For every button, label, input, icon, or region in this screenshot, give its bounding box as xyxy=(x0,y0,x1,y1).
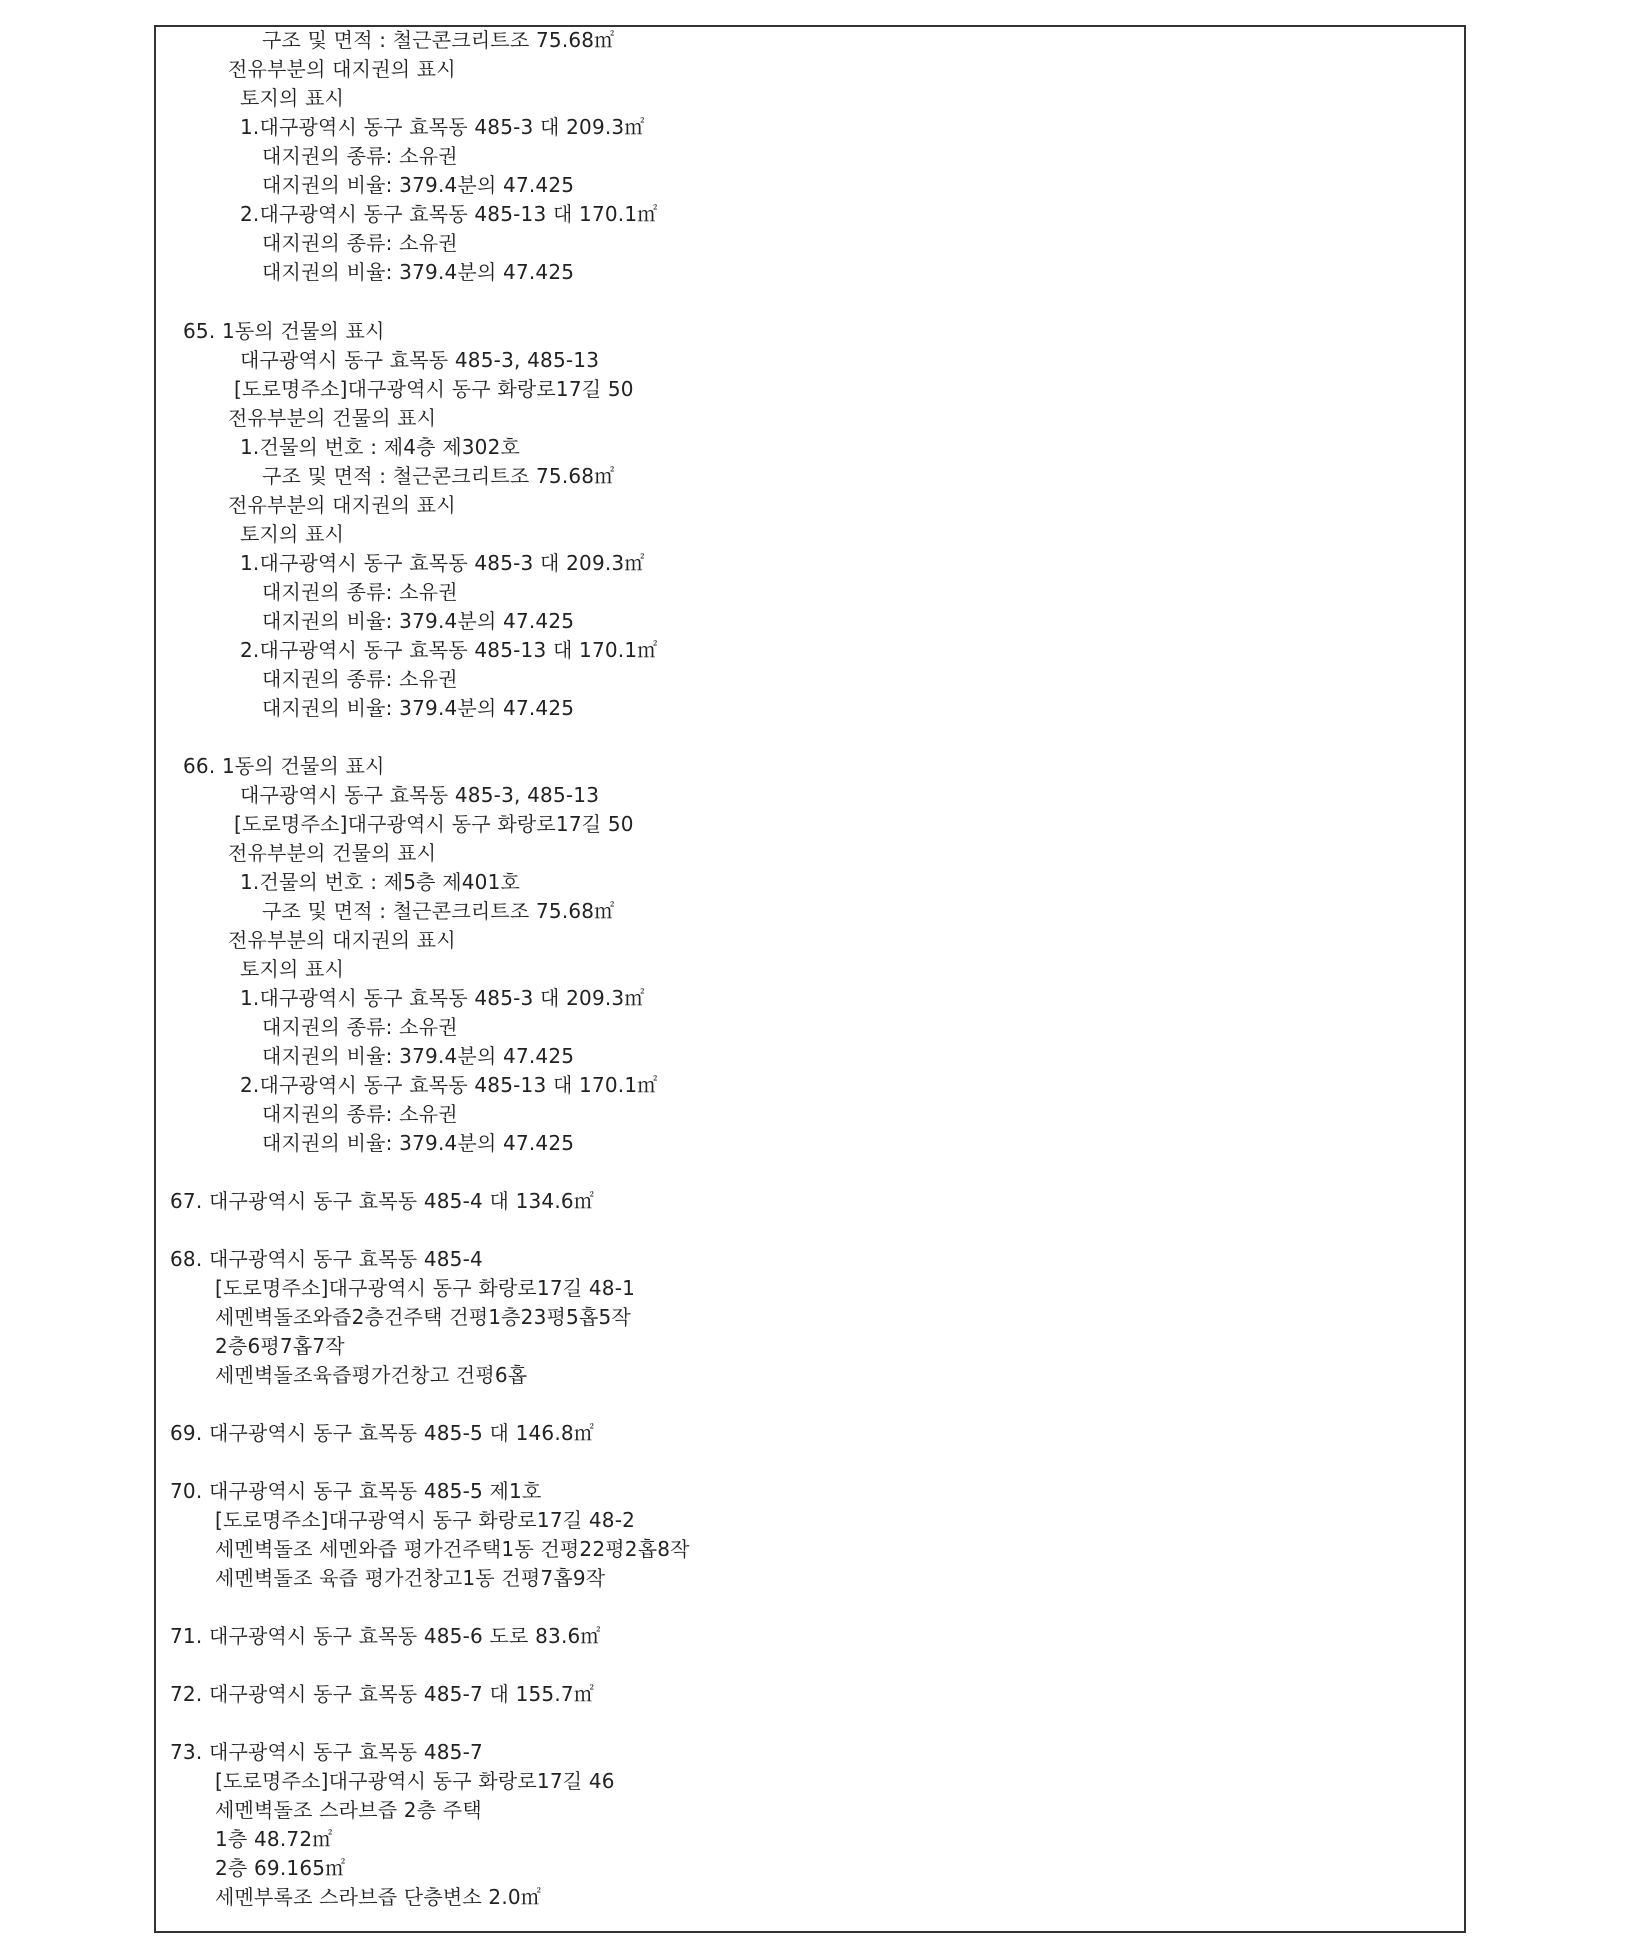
building-location: 대구광역시 동구 효목동 485-3, 485-13 xyxy=(240,783,600,807)
building-description: 세멘벽돌조와즙2층건주택 건평1층23평5홉5작 xyxy=(215,1305,631,1329)
structure-area-line: 구조 및 면적 : 철근콘크리트조 75.68㎡ xyxy=(262,28,615,52)
building-description: 세멘부록조 스라브즙 단층변소 2.0㎡ xyxy=(215,1885,542,1909)
land-item: 1.대구광역시 동구 효목동 485-3 대 209.3㎡ xyxy=(240,551,645,575)
building-description: 세멘벽돌조육즙평가건창고 건평6홉 xyxy=(215,1363,528,1387)
land-heading: 토지의 표시 xyxy=(240,522,345,546)
road-address: [도로명주소]대구광역시 동구 화랑로17길 48-1 xyxy=(215,1276,636,1300)
entry-67: 67. 대구광역시 동구 효목동 485-4 대 134.6㎡ xyxy=(170,1189,595,1213)
land-heading: 토지의 표시 xyxy=(240,957,345,981)
land-right-heading: 전유부분의 대지권의 표시 xyxy=(228,928,456,952)
land-right-ratio: 대지권의 비율: 379.4분의 47.425 xyxy=(262,173,575,197)
building-description: 2층6평7홉7작 xyxy=(215,1334,345,1358)
land-heading: 토지의 표시 xyxy=(240,86,345,110)
road-address: [도로명주소]대구광역시 동구 화랑로17길 50 xyxy=(234,812,634,836)
structure-area-line: 구조 및 면적 : 철근콘크리트조 75.68㎡ xyxy=(262,899,615,923)
road-address: [도로명주소]대구광역시 동구 화랑로17길 48-2 xyxy=(215,1508,636,1532)
land-right-type: 대지권의 종류: 소유권 xyxy=(262,667,458,691)
unit-number: 1.건물의 번호 : 제4층 제302호 xyxy=(240,435,521,459)
land-item: 2.대구광역시 동구 효목동 485-13 대 170.1㎡ xyxy=(240,202,658,226)
land-right-type: 대지권의 종류: 소유권 xyxy=(262,1015,458,1039)
entry-72: 72. 대구광역시 동구 효목동 485-7 대 155.7㎡ xyxy=(170,1682,595,1706)
building-description: 세멘벽돌조 세멘와즙 평가건주택1동 건평22평2홉8작 xyxy=(215,1537,690,1561)
land-right-type: 대지권의 종류: 소유권 xyxy=(262,580,458,604)
entry-71: 71. 대구광역시 동구 효목동 485-6 도로 83.6㎡ xyxy=(170,1624,601,1648)
building-location: 대구광역시 동구 효목동 485-3, 485-13 xyxy=(240,348,600,372)
land-right-type: 대지권의 종류: 소유권 xyxy=(262,231,458,255)
land-item: 2.대구광역시 동구 효목동 485-13 대 170.1㎡ xyxy=(240,1073,658,1097)
land-item: 1.대구광역시 동구 효목동 485-3 대 209.3㎡ xyxy=(240,986,645,1010)
entry-70-heading: 70. 대구광역시 동구 효목동 485-5 제1호 xyxy=(170,1479,542,1503)
land-right-ratio: 대지권의 비율: 379.4분의 47.425 xyxy=(262,260,575,284)
land-item: 2.대구광역시 동구 효목동 485-13 대 170.1㎡ xyxy=(240,638,658,662)
entry-66-heading: 66. 1동의 건물의 표시 xyxy=(183,754,385,778)
unit-heading: 전유부분의 건물의 표시 xyxy=(228,841,437,865)
unit-heading: 전유부분의 건물의 표시 xyxy=(228,406,437,430)
land-right-ratio: 대지권의 비율: 379.4분의 47.425 xyxy=(262,696,575,720)
land-right-heading: 전유부분의 대지권의 표시 xyxy=(228,493,456,517)
land-right-type: 대지권의 종류: 소유권 xyxy=(262,1102,458,1126)
entry-68-heading: 68. 대구광역시 동구 효목동 485-4 xyxy=(170,1247,483,1271)
land-right-heading: 전유부분의 대지권의 표시 xyxy=(228,57,456,81)
entry-65-heading: 65. 1동의 건물의 표시 xyxy=(183,319,385,343)
land-item: 1.대구광역시 동구 효목동 485-3 대 209.3㎡ xyxy=(240,115,645,139)
road-address: [도로명주소]대구광역시 동구 화랑로17길 46 xyxy=(215,1769,615,1793)
floor-area: 1층 48.72㎡ xyxy=(215,1827,333,1851)
structure-area-line: 구조 및 면적 : 철근콘크리트조 75.68㎡ xyxy=(262,464,615,488)
entry-69: 69. 대구광역시 동구 효목동 485-5 대 146.8㎡ xyxy=(170,1421,595,1445)
land-right-ratio: 대지권의 비율: 379.4분의 47.425 xyxy=(262,1131,575,1155)
road-address: [도로명주소]대구광역시 동구 화랑로17길 50 xyxy=(234,377,634,401)
land-right-ratio: 대지권의 비율: 379.4분의 47.425 xyxy=(262,609,575,633)
floor-area: 2층 69.165㎡ xyxy=(215,1856,346,1880)
building-description: 세멘벽돌조 육즙 평가건창고1동 건평7홉9작 xyxy=(215,1566,606,1590)
unit-number: 1.건물의 번호 : 제5층 제401호 xyxy=(240,870,521,894)
building-description: 세멘벽돌조 스라브즙 2층 주택 xyxy=(215,1798,482,1822)
land-right-type: 대지권의 종류: 소유권 xyxy=(262,144,458,168)
entry-73-heading: 73. 대구광역시 동구 효목동 485-7 xyxy=(170,1740,483,1764)
land-right-ratio: 대지권의 비율: 379.4분의 47.425 xyxy=(262,1044,575,1068)
